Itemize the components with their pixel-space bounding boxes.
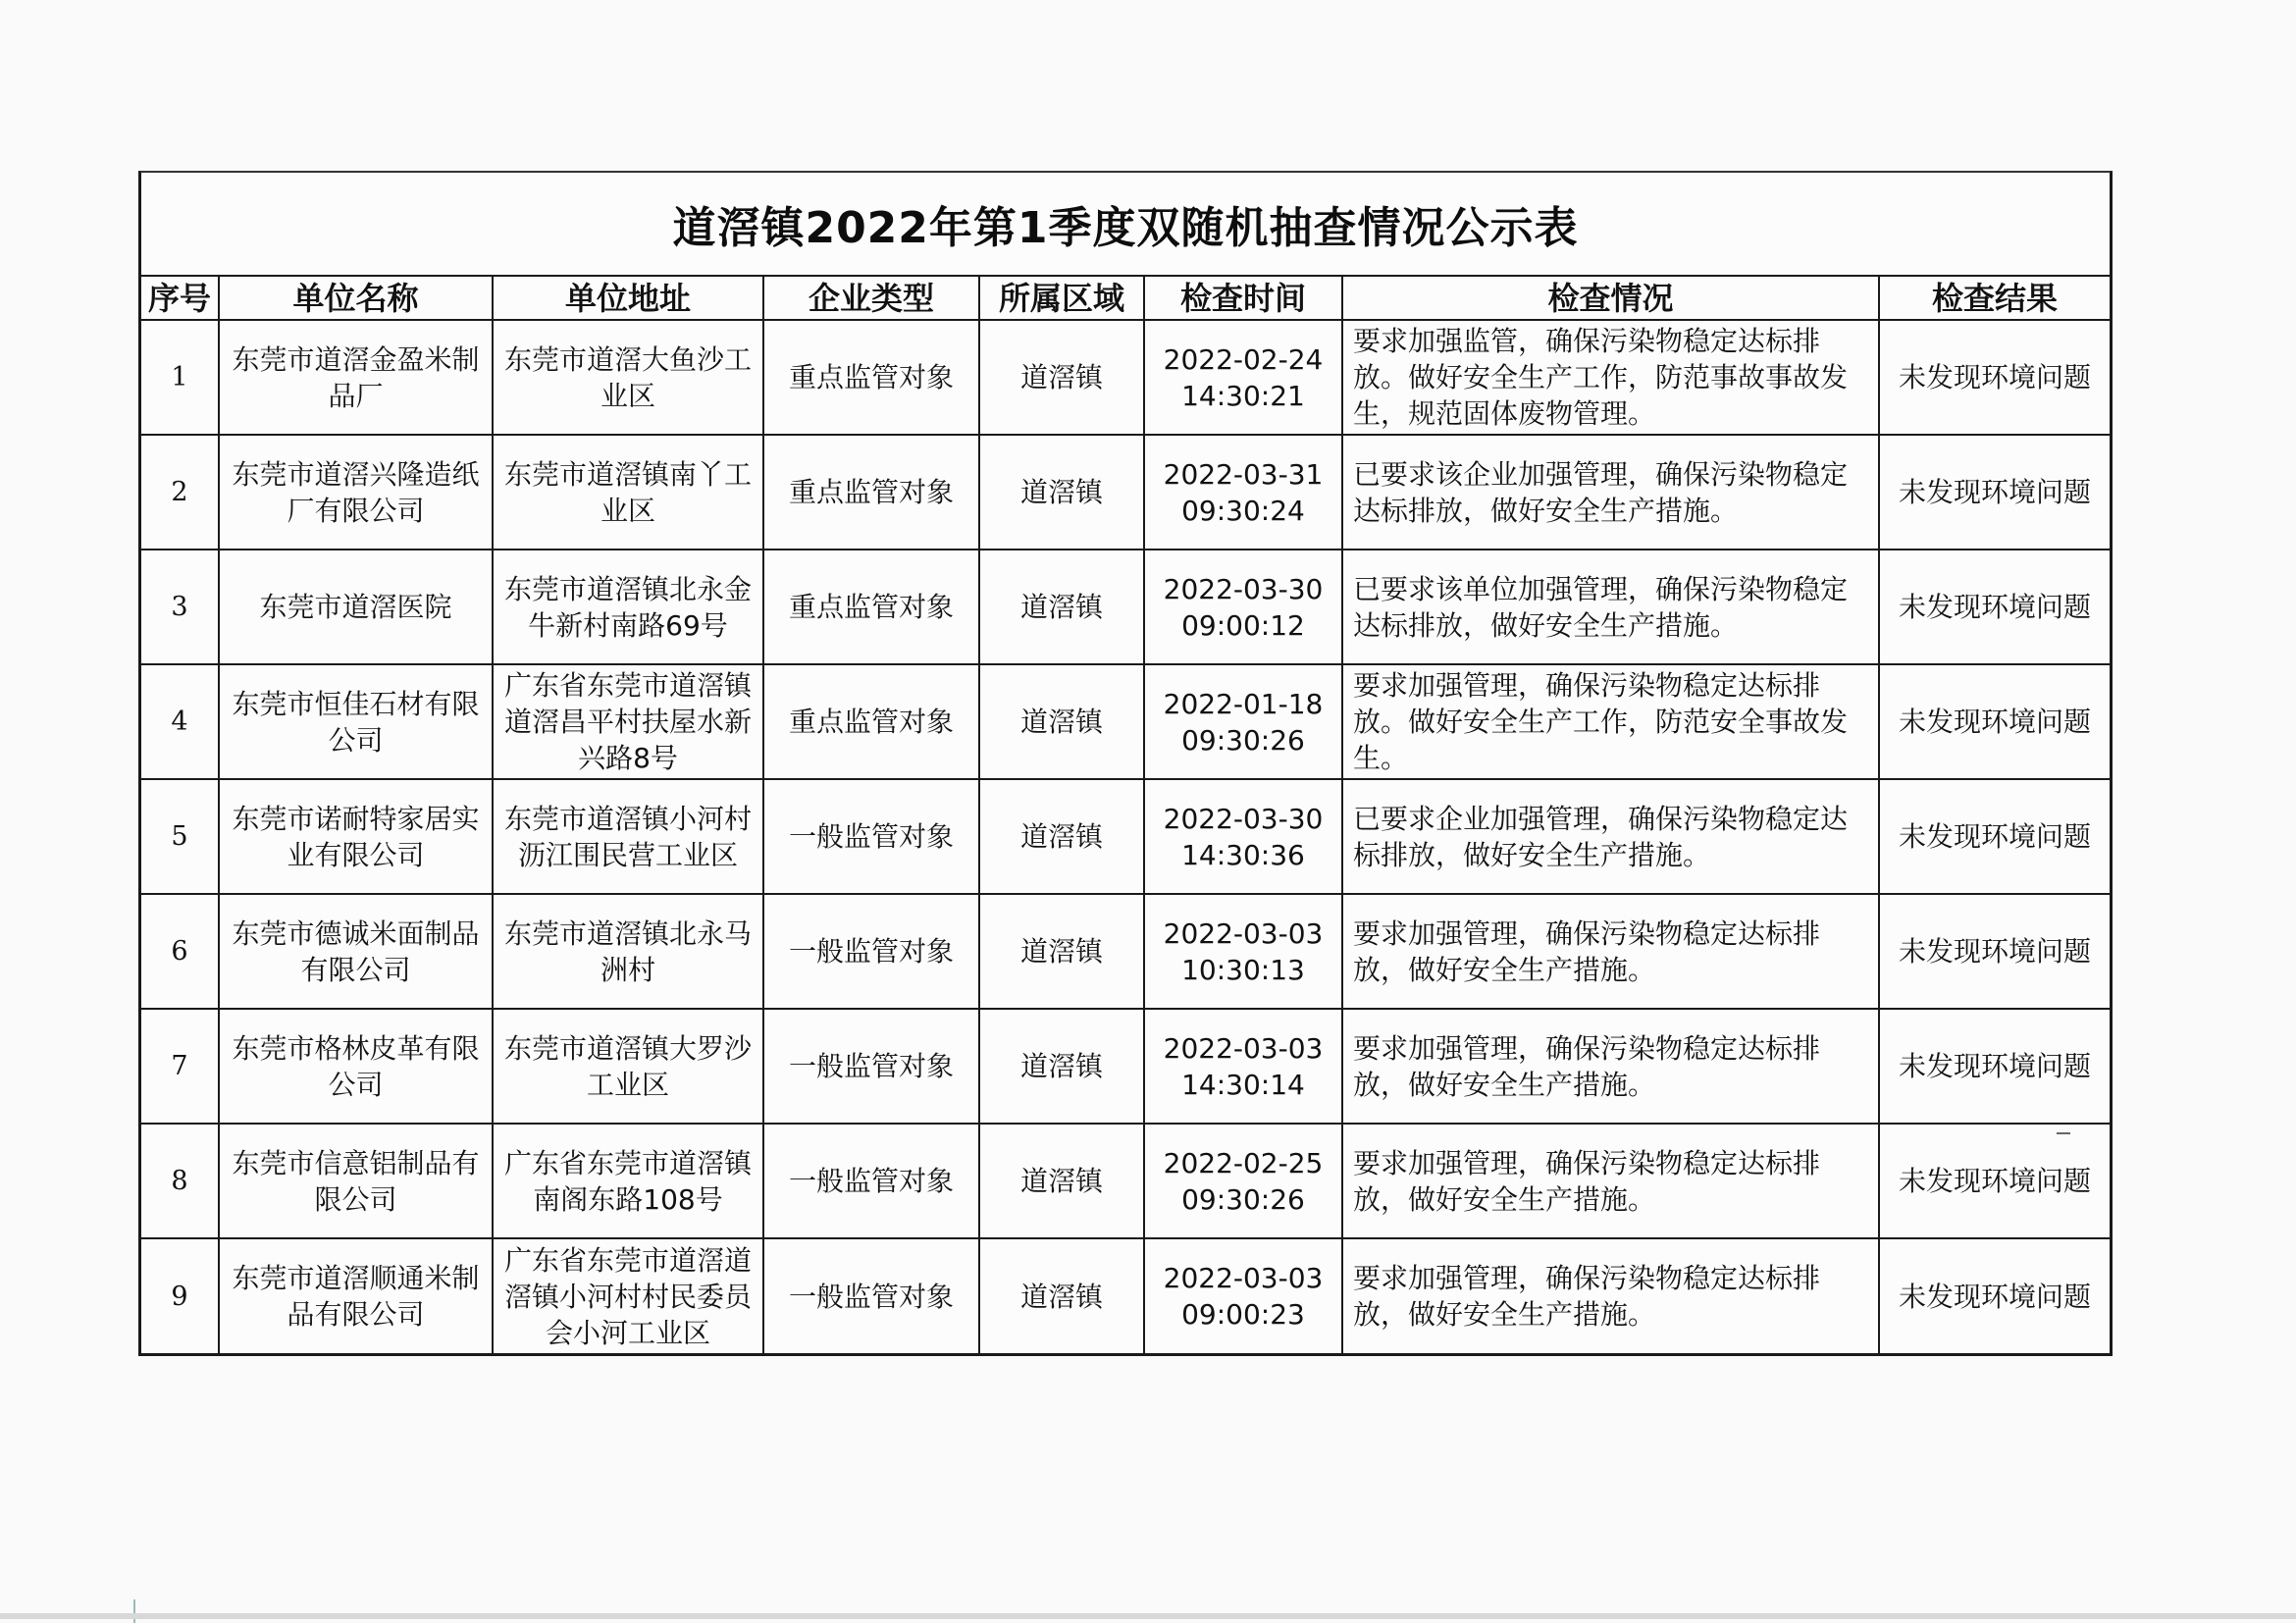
inspection-date: 2022-03-31 — [1163, 457, 1324, 491]
cell-result: 未发现环境问题 — [1879, 664, 2110, 779]
inspection-date: 2022-03-03 — [1163, 1031, 1324, 1065]
header-address: 单位地址 — [493, 277, 763, 320]
cell-region: 道滘镇 — [979, 664, 1144, 779]
table-body — [141, 320, 2110, 1353]
cell-no: 2 — [141, 435, 219, 550]
cell-region: 道滘镇 — [979, 435, 1144, 550]
header-result: 检查结果 — [1879, 277, 2110, 320]
table-row — [141, 664, 2110, 779]
cell-name: 东莞市格林皮革有限公司 — [219, 1009, 493, 1124]
cell-time — [1144, 894, 1342, 1009]
table-row — [141, 550, 2110, 664]
cell-address: 广东省东莞市道滘镇南阁东路108号 — [493, 1124, 763, 1238]
cell-address: 广东省东莞市道滘道滘镇小河村村民委员会小河工业区 — [493, 1238, 763, 1353]
inspection-clock-time: 09:00:23 — [1181, 1298, 1305, 1331]
cell-situation: 要求加强管理，确保污染物稳定达标排放，做好安全生产措施。 — [1342, 894, 1879, 1009]
inspection-date: 2022-03-03 — [1163, 1262, 1324, 1294]
cell-result: 未发现环境问题 — [1879, 1009, 2110, 1124]
table-row — [141, 435, 2110, 550]
header-region: 所属区域 — [979, 277, 1144, 320]
inspection-clock-time: 10:30:13 — [1181, 953, 1305, 986]
cell-no: 3 — [141, 550, 219, 664]
cell-name: 东莞市诺耐特家居实业有限公司 — [219, 779, 493, 894]
cell-type: 一般监管对象 — [763, 894, 979, 1009]
table-row — [141, 894, 2110, 1009]
inspection-date: 2022-02-25 — [1163, 1146, 1324, 1179]
cell-no: 8 — [141, 1124, 219, 1238]
cell-no: 6 — [141, 894, 219, 1009]
cell-result: 未发现环境问题 — [1879, 435, 2110, 550]
inspection-clock-time: 14:30:14 — [1181, 1068, 1305, 1101]
table-row — [141, 320, 2110, 435]
cell-type: 重点监管对象 — [763, 664, 979, 779]
cell-no: 9 — [141, 1238, 219, 1353]
cell-result: 未发现环境问题 — [1879, 894, 2110, 1009]
cell-time — [1144, 550, 1342, 664]
inspection-clock-time: 14:30:36 — [1181, 838, 1305, 871]
cell-type: 重点监管对象 — [763, 320, 979, 435]
cell-address: 东莞市道滘镇小河村沥江围民营工业区 — [493, 779, 763, 894]
cell-type: 一般监管对象 — [763, 1009, 979, 1124]
cell-name: 东莞市恒佳石材有限公司 — [219, 664, 493, 779]
inspection-clock-time: 09:30:24 — [1181, 494, 1305, 527]
cell-region: 道滘镇 — [979, 1009, 1144, 1124]
cell-region: 道滘镇 — [979, 320, 1144, 435]
cell-name: 东莞市道滘金盈米制品厂 — [219, 320, 493, 435]
cell-result: 未发现环境问题 — [1879, 550, 2110, 664]
table-row — [141, 1124, 2110, 1238]
disclosure-table-frame — [138, 171, 2113, 1356]
cell-result: 未发现环境问题 — [1879, 779, 2110, 894]
cell-time — [1144, 664, 1342, 779]
cell-time — [1144, 1238, 1342, 1353]
cell-situation: 已要求企业加强管理，确保污染物稳定达标排放，做好安全生产措施。 — [1342, 779, 1879, 894]
cell-situation: 要求加强管理，确保污染物稳定达标排放。做好安全生产工作，防范安全事故发生。 — [1342, 664, 1879, 779]
scan-artifact — [2057, 1132, 2070, 1134]
header-situation: 检查情况 — [1342, 277, 1879, 320]
scan-artifact — [133, 1599, 135, 1623]
cell-region: 道滘镇 — [979, 1124, 1144, 1238]
inspection-date: 2022-03-30 — [1163, 802, 1324, 835]
cell-address: 东莞市道滘镇北永马洲村 — [493, 894, 763, 1009]
cell-region: 道滘镇 — [979, 1238, 1144, 1353]
inspection-date: 2022-03-30 — [1163, 572, 1324, 605]
cell-situation: 要求加强管理，确保污染物稳定达标排放，做好安全生产措施。 — [1342, 1009, 1879, 1124]
cell-type: 一般监管对象 — [763, 1238, 979, 1353]
header-name: 单位名称 — [219, 277, 493, 320]
header-type: 企业类型 — [763, 277, 979, 320]
cell-no: 7 — [141, 1009, 219, 1124]
cell-region: 道滘镇 — [979, 779, 1144, 894]
cell-address: 东莞市道滘镇北永金牛新村南路69号 — [493, 550, 763, 664]
cell-type: 一般监管对象 — [763, 1124, 979, 1238]
header-time: 检查时间 — [1144, 277, 1342, 320]
cell-result: 未发现环境问题 — [1879, 1238, 2110, 1353]
cell-type: 一般监管对象 — [763, 779, 979, 894]
inspection-clock-time: 09:30:26 — [1181, 723, 1305, 757]
cell-situation: 要求加强管理，确保污染物稳定达标排放，做好安全生产措施。 — [1342, 1124, 1879, 1238]
table-row — [141, 1238, 2110, 1353]
cell-time — [1144, 435, 1342, 550]
cell-region: 道滘镇 — [979, 894, 1144, 1009]
cell-time — [1144, 779, 1342, 894]
cell-type: 重点监管对象 — [763, 550, 979, 664]
inspection-clock-time: 09:30:26 — [1181, 1182, 1305, 1216]
cell-situation: 已要求该企业加强管理，确保污染物稳定达标排放，做好安全生产措施。 — [1342, 435, 1879, 550]
cell-name: 东莞市德诚米面制品有限公司 — [219, 894, 493, 1009]
cell-no: 4 — [141, 664, 219, 779]
title-row — [141, 173, 2110, 277]
cell-time — [1144, 1009, 1342, 1124]
inspection-clock-time: 09:00:12 — [1181, 608, 1305, 642]
cell-situation: 要求加强管理，确保污染物稳定达标排放，做好安全生产措施。 — [1342, 1238, 1879, 1353]
cell-address: 广东省东莞市道滘镇道滘昌平村扶屋水新兴路8号 — [493, 664, 763, 779]
cell-time — [1144, 1124, 1342, 1238]
cell-region: 道滘镇 — [979, 550, 1144, 664]
cell-no: 1 — [141, 320, 219, 435]
inspection-date: 2022-01-18 — [1163, 687, 1324, 720]
cell-result: 未发现环境问题 — [1879, 1124, 2110, 1238]
inspection-date: 2022-02-24 — [1163, 342, 1324, 376]
inspection-date: 2022-03-03 — [1163, 916, 1324, 950]
cell-address: 东莞市道滘大鱼沙工业区 — [493, 320, 763, 435]
cell-address: 东莞市道滘镇大罗沙工业区 — [493, 1009, 763, 1124]
cell-name: 东莞市道滘兴隆造纸厂有限公司 — [219, 435, 493, 550]
scan-bottom-edge — [0, 1613, 2296, 1619]
cell-name: 东莞市信意铝制品有限公司 — [219, 1124, 493, 1238]
cell-situation: 已要求该单位加强管理，确保污染物稳定达标排放，做好安全生产措施。 — [1342, 550, 1879, 664]
cell-type: 重点监管对象 — [763, 435, 979, 550]
table-row — [141, 1009, 2110, 1124]
header-no: 序号 — [141, 277, 219, 320]
cell-name: 东莞市道滘医院 — [219, 550, 493, 664]
cell-situation: 要求加强监管，确保污染物稳定达标排放。做好安全生产工作，防范事故事故发生，规范固体废物管理。 — [1342, 320, 1879, 435]
cell-result: 未发现环境问题 — [1879, 320, 2110, 435]
inspection-table — [141, 277, 2110, 1353]
document-title: 道滘镇2022年第1季度双随机抽查情况公示表 — [672, 203, 1579, 253]
inspection-clock-time: 14:30:21 — [1181, 379, 1305, 412]
table-row — [141, 779, 2110, 894]
cell-time — [1144, 320, 1342, 435]
cell-no: 5 — [141, 779, 219, 894]
cell-name: 东莞市道滘顺通米制品有限公司 — [219, 1238, 493, 1353]
header-row — [141, 277, 2110, 320]
cell-address: 东莞市道滘镇南丫工业区 — [493, 435, 763, 550]
